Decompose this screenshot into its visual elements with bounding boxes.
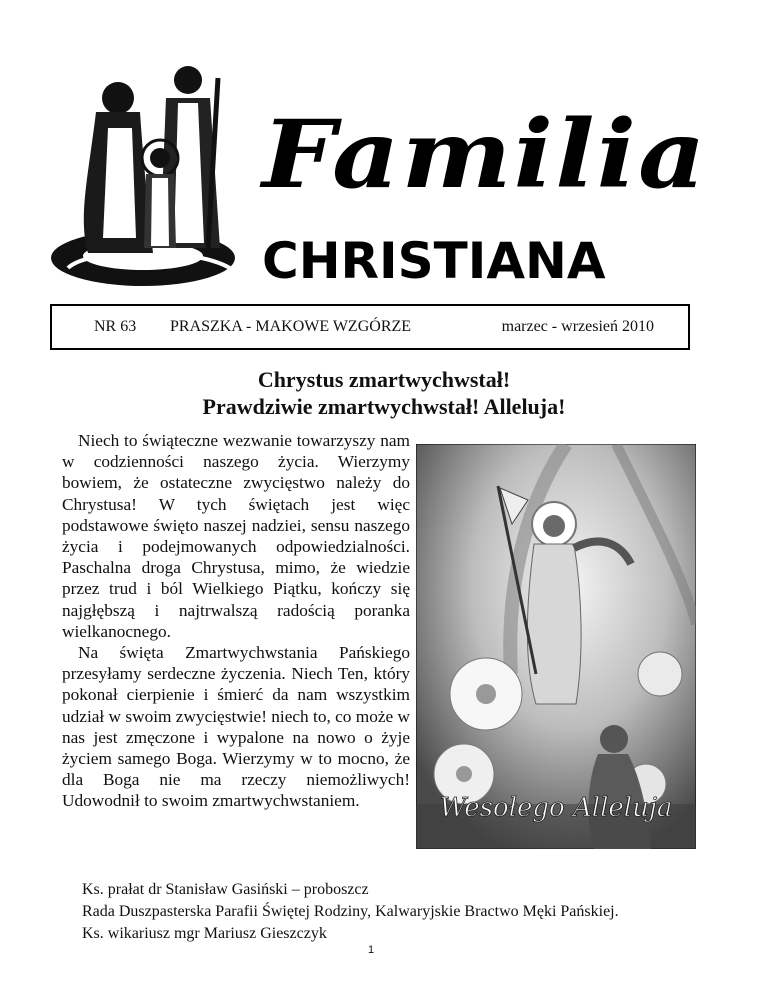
logo-familia: Familia: [262, 99, 708, 210]
headline-line-2: Prawdziwie zmartwychwstał! Alleluja!: [202, 394, 566, 419]
signature-line: Rada Duszpasterska Parafii Świętej Rodziny, Kalwaryjskie Bractwo Męki Pańskiej.: [82, 903, 619, 920]
holy-family-illustration: [48, 58, 258, 293]
article-paragraph: Niech to świąteczne wezwanie towarzyszy nam w codzienności naszego życia. Wierzymy bowiem, że ostateczne zwycięstwo należy do Chrystusa! W tych świętach jest więc podstawowe święto naszej nadziei, sensu naszego życia i podejmowanych odpowiedzialności. Paschalna droga Chrystusa, mimo, że wiedzie przez trud i ból Wielkiego Piątku, kończy się najgłębszą i najtrwalszą radością poranka wielkanocnego.: [62, 431, 410, 641]
logo-christiana: CHRISTIANA: [262, 232, 606, 290]
parish-location: PRASZKA - MAKOWE WZGÓRZE: [170, 318, 412, 335]
signature-line: Ks. wikariusz mgr Mariusz Gieszczyk: [82, 925, 327, 942]
issue-date: marzec - wrzesień 2010: [501, 318, 654, 335]
issue-info-box: [50, 304, 690, 350]
signatures: [82, 879, 742, 945]
masthead: [0, 0, 768, 300]
article-paragraph: Na święta Zmartwychwstania Pańskiego przesyłamy serdeczne życzenia. Niech Ten, który pokonał cierpienie i śmierć da nam wszystkim udział w swoim zwycięstwie! niech to, co może w nas jest zmęczone i wypalone na nowo o żyje życiem samego Boga. Wierzymy w to mocno, że dla Boga nie ma rzeczy niemożliwych! Udowodnił to swoim zmartwychwstaniem.: [62, 643, 410, 811]
picture-caption: Wesołego Alleluja: [439, 793, 673, 823]
headline-line-1: Chrystus zmartwychwstał!: [257, 367, 511, 392]
page-number: 1: [368, 944, 375, 956]
signature-line: Ks. prałat dr Stanisław Gasiński – proboszcz: [82, 881, 369, 898]
easter-greeting-article: [62, 430, 410, 812]
issue-number: NR 63: [94, 318, 137, 335]
resurrection-picture: [416, 444, 696, 849]
